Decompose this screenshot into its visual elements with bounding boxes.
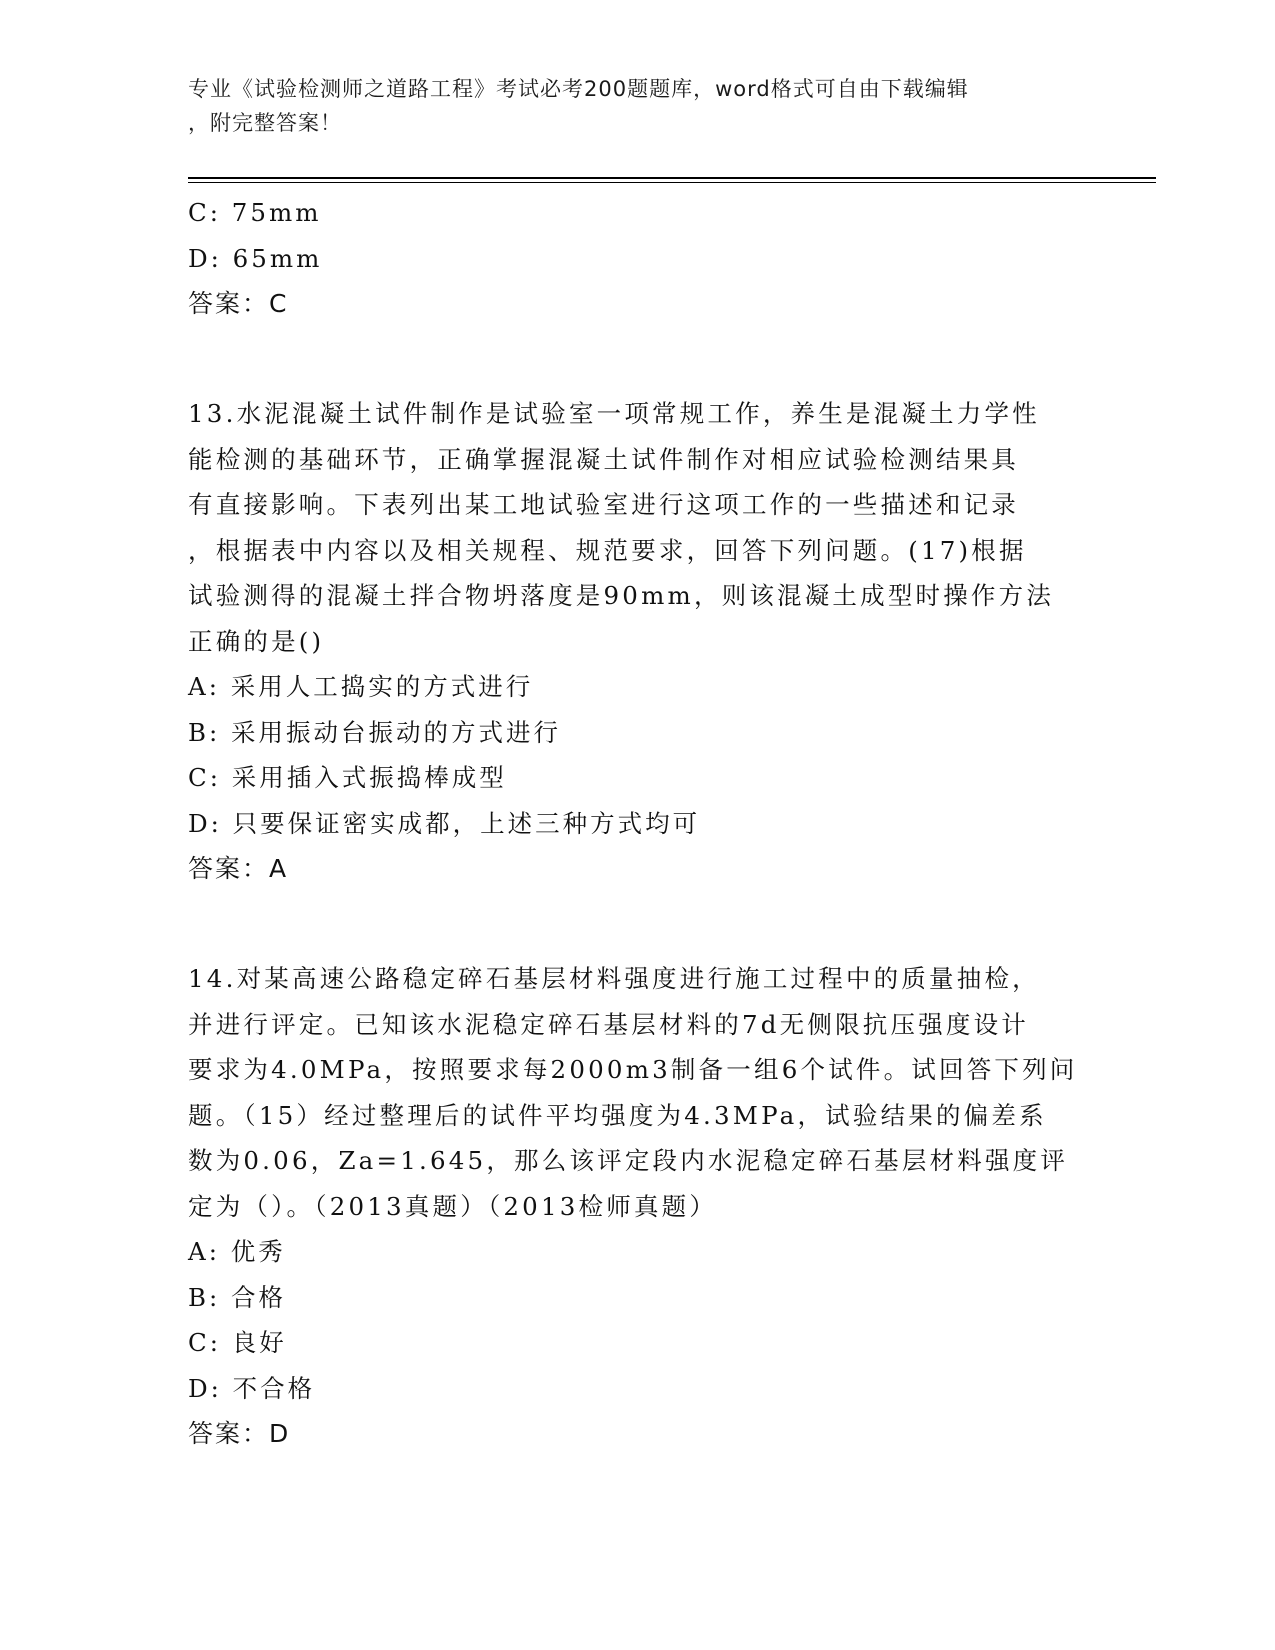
option-d: D: 65mm (188, 243, 323, 273)
question-text-line: 正确的是() (188, 626, 325, 656)
option-c: C: 采用插入式振捣棒成型 (188, 763, 507, 792)
option-a: A: 采用人工捣实的方式进行 (188, 672, 534, 701)
question-text-line: 定为（）。（2013真题）（2013检师真题） (188, 1191, 718, 1221)
question-text-line: 并进行评定。已知该水泥稳定碎石基层材料的7d无侧限抗压强度设计 (188, 1009, 1029, 1039)
document-header (188, 72, 1068, 140)
question-text-line: 数为0.06，Za=1.645，那么该评定段内水泥稳定碎石基层材料强度评 (188, 1146, 1069, 1175)
option-b: B: 采用振动台振动的方式进行 (188, 717, 562, 747)
question-14 (188, 956, 1088, 1457)
answer-line: 答案：A (188, 854, 289, 883)
option-d: D: 只要保证密实成都，上述三种方式均可 (188, 808, 701, 838)
option-d: D: 不合格 (188, 1373, 316, 1403)
option-c: C: 良好 (188, 1328, 287, 1357)
header-divider-thick (188, 177, 1156, 179)
answer-line: 答案：D (188, 1419, 291, 1448)
question-text-line: 试验测得的混凝土拌合物坍落度是90mm，则该混凝土成型时操作方法 (188, 581, 1055, 610)
question-text-line: 要求为4.0MPa，按照要求每2000m3制备一组6个试件。试回答下列问 (188, 1055, 1078, 1084)
question-text-line: 题。（15）经过整理后的试件平均强度为4.3MPa，试验结果的偏差系 (188, 1100, 1047, 1130)
answer-line: 答案：C (188, 289, 289, 318)
question-text-line: 14.对某高速公路稳定碎石基层材料强度进行施工过程中的质量抽检， (188, 964, 1040, 993)
document-body (188, 190, 1088, 1457)
question-13 (188, 391, 1088, 892)
header-line-2: ，附完整答案！ (188, 111, 342, 135)
question-text (188, 391, 1088, 664)
question-text (188, 956, 1088, 1229)
question-text-line: 有直接影响。下表列出某工地试验室进行这项工作的一些描述和记录 (188, 490, 1019, 519)
option-c: C: 75mm (188, 198, 322, 227)
header-line-1: 专业《试验检测师之道路工程》考试必考200题题库，word格式可自由下载编辑 (188, 77, 969, 101)
header-divider-thin (188, 182, 1156, 183)
option-b: B: 合格 (188, 1282, 287, 1312)
option-a: A: 优秀 (188, 1237, 286, 1266)
question-spacer (188, 327, 1088, 391)
prev-question (188, 190, 1088, 327)
question-spacer (188, 892, 1088, 956)
question-text-line: 13.水泥混凝土试件制作是试验室一项常规工作，养生是混凝土力学性 (188, 399, 1040, 428)
question-text-line: ，根据表中内容以及相关规程、规范要求，回答下列问题。(17)根据 (188, 535, 1027, 565)
question-text-line: 能检测的基础环节，正确掌握混凝土试件制作对相应试验检测结果具 (188, 444, 1019, 474)
